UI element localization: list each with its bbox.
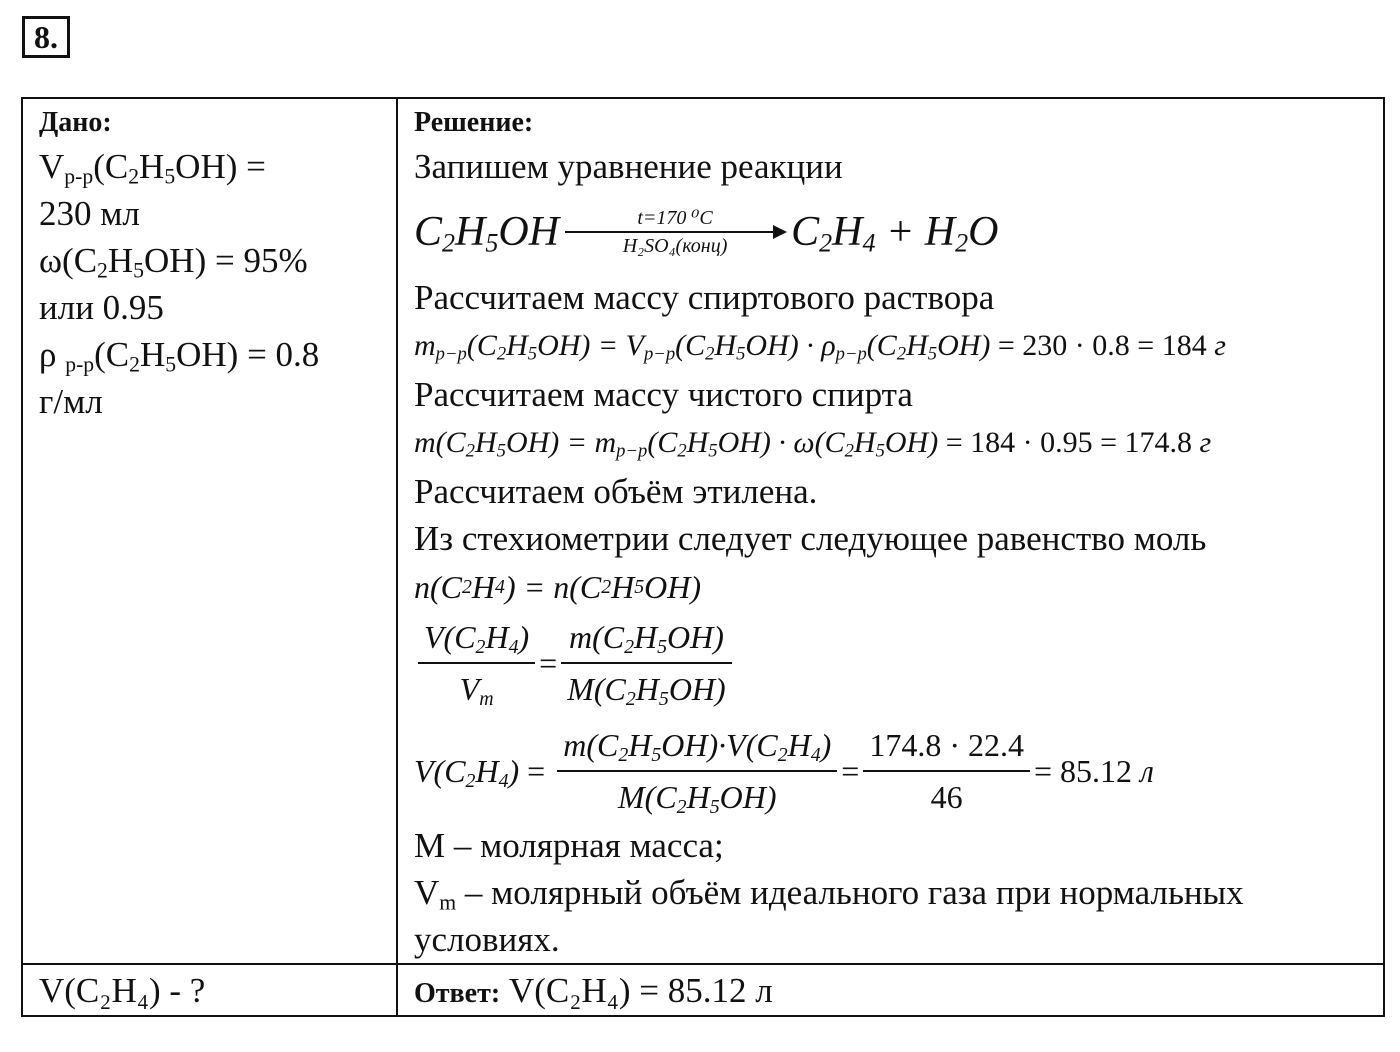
step-stoichiometry: Из стехиометрии следует следующее равенство моль — [414, 519, 1207, 558]
step-solution-mass: Рассчитаем массу спиртового раствора — [414, 278, 995, 317]
given-fraction-line: $\omega(C_2H_5OH) = 95\%$ — [39, 241, 308, 283]
result-value: = 85.12 — [1034, 752, 1133, 789]
answer-text: V(C₂H₄) = 85.12 л — [500, 970, 773, 1010]
given-header: Дано: — [39, 107, 112, 138]
given-density-unit: г/мл — [39, 382, 103, 421]
step-pure-mass: Рассчитаем массу чистого спирта — [414, 375, 913, 414]
reaction-condition-top: t=170 ⁰C — [637, 207, 713, 229]
result-unit: л — [1140, 752, 1154, 789]
given-volume-line: $V_{р-р}(C_2H_5OH)$ = — [39, 147, 266, 189]
problem-number: 8. — [22, 16, 70, 58]
equation-solution-mass: $m_{p-p}(C_2H_5OH) = V_{p-p}(C_2H_5OH) \cdot \rho_{p-p}(C_2H_5OH) = 230 \cdot 0.8 = 184$ г — [414, 329, 1226, 365]
reaction-arrow — [565, 207, 785, 257]
solution-intro: Запишем уравнение реакции — [414, 147, 843, 186]
given-fraction-value: или 0.95 — [39, 288, 164, 327]
answer-label: Ответ: — [414, 977, 501, 1009]
reaction-equation: $C_2H_5OH$ t=170 ⁰C H₂SO₄(конц) $C_2H_4 + H_2O$ — [414, 207, 999, 258]
answer-cell — [397, 964, 1384, 1016]
reaction-condition-bottom: H₂SO₄(конц) — [622, 235, 728, 257]
given-density-line: ρ $_{р-р}(C_2H_5OH) = 0.8$ — [39, 335, 320, 377]
equation-ratio: $\frac{V(C_2H_4)}{V_m}$ = $\frac{m(C_2H_5OH)}{M(C_2H_5OH)}$ — [414, 612, 1383, 714]
note-molar-volume: $V_m$ – молярный объём идеального газа при нормальных — [414, 873, 1244, 915]
equation-moles: n(C 2 H 4 ) = n(C 2 H 5 OH) — [414, 568, 702, 605]
unknown-text: V(C₂H₄) - ? — [39, 970, 206, 1010]
solution-cell — [397, 98, 1384, 964]
solution-table — [21, 97, 1385, 1017]
step-ethylene-volume: Рассчитаем объём этилена. — [414, 472, 818, 511]
solution-header: Решение: — [414, 107, 534, 138]
equation-volume-result: $V(C_2H_4)$ = $\frac{m(C_2H_5OH)\cdot V(C_2H_4)}{M(C_2H_5OH)}$ = $\frac{174.8 \cdot 22.4}{46}$ = 85.12 л — [414, 727, 1154, 818]
note-molar-mass: M – молярная масса; — [414, 826, 724, 865]
given-volume-value: 230 мл — [39, 194, 140, 233]
given-cell — [22, 98, 397, 964]
unknown-cell — [22, 964, 397, 1016]
equation-pure-mass: $m(C_2H_5OH) = m_{p-p}(C_2H_5OH) \cdot \omega(C_2H_5OH) = 184 \cdot 0.95 = 174.8$ г — [414, 426, 1212, 462]
note-conditions: условиях. — [414, 920, 560, 959]
